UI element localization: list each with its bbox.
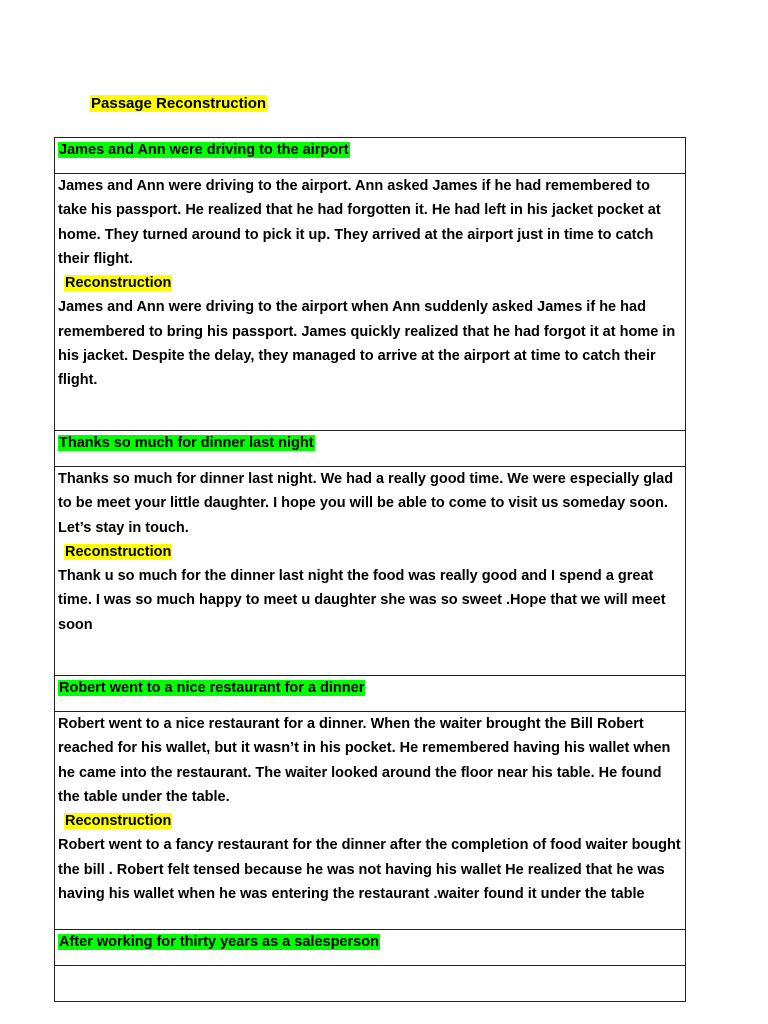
passage-1-reconstruction: James and Ann were driving to the airport when Ann suddenly asked James if he had remembered to bring his passport. James quickly realized that he had forgot it at home in his jacket. Despite the delay, they managed to arrive at the airport at time to catch their flight. xyxy=(58,299,676,389)
passage-2-body-row xyxy=(55,467,686,676)
passage-2-heading: Thanks so much for dinner last night xyxy=(59,435,314,451)
passages-table xyxy=(54,137,686,1002)
passage-4-body-cell xyxy=(55,966,686,1002)
passage-2-original: Thanks so much for dinner last night. We had a really good time. We were especially glad to be meet your little daughter. I hope you will be able to come to visit us someday soon. xyxy=(58,471,674,512)
passage-4-heading-cell xyxy=(55,930,686,966)
passage-3-original: Robert went to a nice restaurant for a dinner. When the waiter brought the Bill Robert reached for his wallet, but it wasn’t in his pocket. He remembered having his wallet when he came into the restaurant. The waiter looked around the floor near his table. He found the table under the table. xyxy=(58,716,671,805)
passage-1-original: James and Ann were driving to the airport. Ann asked James if he had remembered to take his passport. He realized that he had forgotten it. He had left in his jacket pocket at home. They turned around to pick it up. They arrived at the airport just in time to catch their flight. xyxy=(58,178,661,267)
passage-1-heading: James and Ann were driving to the airport xyxy=(59,142,349,158)
passage-1-body-row xyxy=(55,174,686,431)
page-title xyxy=(90,94,267,113)
passage-3-heading-row xyxy=(55,676,686,712)
passage-2-reconstruction: Thank u so much for the dinner last night the food was really good and I spend a great time. I was so much happy to meet u daughter she was so sweet .Hope that we will meet soon xyxy=(58,568,666,633)
passage-3-body-row xyxy=(55,712,686,930)
passage-3-heading-cell xyxy=(55,676,686,712)
passage-3-reconstruction: Robert went to a fancy restaurant for the dinner after the completion of food waiter bought the bill . Robert felt tensed because he was not having his wallet He realized that he was having his wallet when he was entering the restaurant .waiter found it under the table xyxy=(58,837,681,903)
passage-4-heading-row xyxy=(55,930,686,966)
passage-1-reconstruction-label: Reconstruction xyxy=(65,275,172,292)
passage-1-heading-cell xyxy=(55,138,686,174)
passage-4-body-row xyxy=(55,966,686,1002)
passage-1-heading-row xyxy=(55,138,686,174)
passage-2-heading-row xyxy=(55,431,686,467)
passage-3-body-cell xyxy=(55,712,686,930)
passage-1-body-cell xyxy=(55,174,686,431)
passage-2-reconstruction-label-wrap xyxy=(58,540,682,564)
page-title-text: Passage Reconstruction xyxy=(91,95,267,112)
passage-3-reconstruction-label: Reconstruction xyxy=(65,813,172,830)
passage-4-heading: After working for thirty years as a salesperson xyxy=(59,934,379,950)
passage-3-reconstruction-label-wrap xyxy=(58,809,682,833)
passage-2-body-cell xyxy=(55,467,686,676)
passage-2-heading-cell xyxy=(55,431,686,467)
passage-1-reconstruction-label-wrap xyxy=(58,271,682,295)
passage-2-original-extra: Let’s stay in touch. xyxy=(58,519,189,536)
passage-2-reconstruction-label: Reconstruction xyxy=(65,543,172,560)
passage-3-heading: Robert went to a nice restaurant for a dinner xyxy=(59,680,365,696)
